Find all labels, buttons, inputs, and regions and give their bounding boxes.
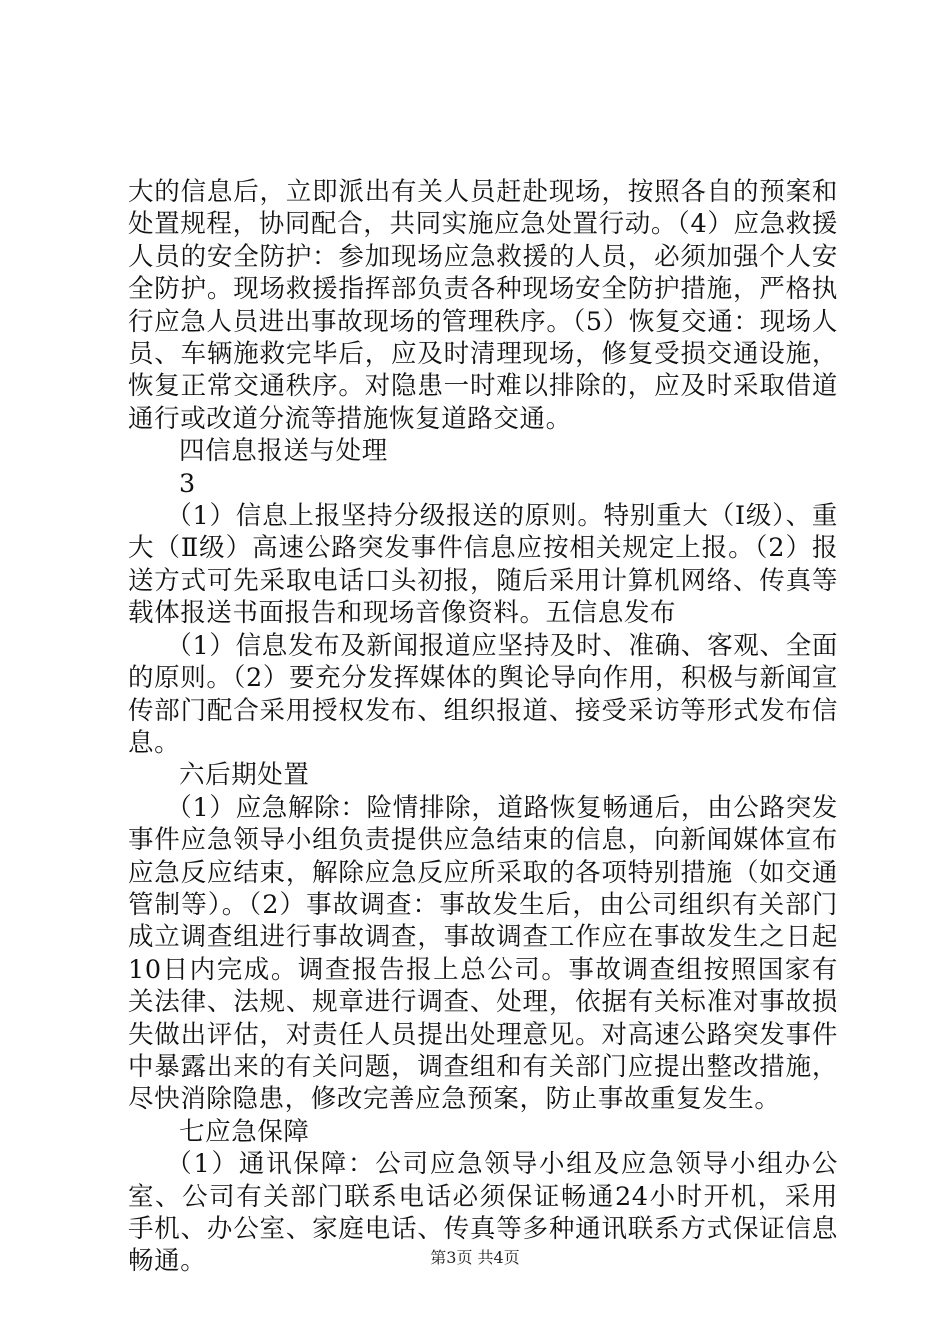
stray-number: 3	[179, 468, 196, 499]
section-heading-emergency-support: 七应急保障	[179, 1116, 310, 1147]
paragraph-info-reporting: （1）信息上报坚持分级报送的原则。特别重大（Ⅰ级）、重大（Ⅱ级）高速公路突发事件信息应按相关规定上报。（2）报送方式可先采取电话口头初报，随后采用计算机网络、传真等载体报送书面报告和现场音像资料。五信息发布	[128, 501, 838, 629]
section-heading-aftermath: 六后期处置	[179, 760, 310, 791]
page-footer	[0, 1245, 950, 1268]
page-number-label: 第3页 共4页	[430, 1248, 520, 1267]
paragraph-communication-support: （1）通讯保障：公司应急领导小组及应急领导小组办公室、公司有关部门联系电话必须保证畅通24小时开机，采用手机、办公室、家庭电话、传真等多种通讯联系方式保证信息畅通。	[128, 1149, 838, 1277]
paragraph-emergency-response-cont: 大的信息后，立即派出有关人员赶赴现场，按照各自的预案和处置规程，协同配合，共同实施应急处置行动。（4）应急救援人员的安全防护：参加现场应急救援的人员，必须加强个人安全防护。现场救援指挥部负责各种现场安全防护措施，严格执行应急人员进出事故现场的管理秩序。（5）恢复交通：现场人员、车辆施救完毕后，应及时清理现场，修复受损交通设施，恢复正常交通秩序。对隐患一时难以排除的，应及时采取借道通行或改道分流等措施恢复道路交通。	[128, 177, 838, 434]
section-heading-info-reporting: 四信息报送与处理	[179, 436, 388, 467]
document-body	[128, 176, 838, 1278]
paragraph-aftermath: （1）应急解除：险情排除，道路恢复畅通后，由公路突发事件应急领导小组负责提供应急结束的信息，向新闻媒体宣布应急反应结束，解除应急反应所采取的各项特别措施（如交通管制等）。（2）事故调查：事故发生后，由公司组织有关部门成立调查组进行事故调查，事故调查工作应在事故发生之日起10日内完成。调查报告报上总公司。事故调查组按照国家有关法律、法规、规章进行调查、处理，依据有关标准对事故损失做出评估，对责任人员提出处理意见。对高速公路突发事件中暴露出来的有关问题，调查组和有关部门应提出整改措施，尽快消除隐患，修改完善应急预案，防止事故重复发生。	[128, 792, 838, 1115]
paragraph-info-release: （1）信息发布及新闻报道应坚持及时、准确、客观、全面的原则。（2）要充分发挥媒体的舆论导向作用，积极与新闻宣传部门配合采用授权发布、组织报道、接受采访等形式发布信息。	[128, 630, 838, 758]
